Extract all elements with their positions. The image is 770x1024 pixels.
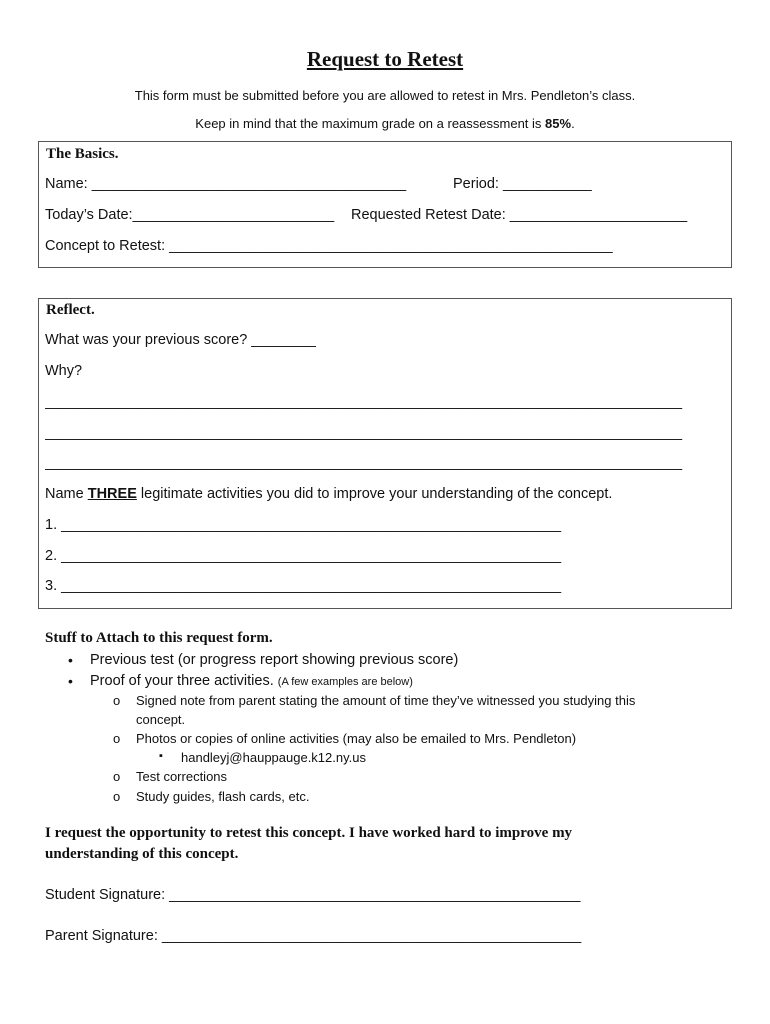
period-field[interactable]: Period: ___________ <box>453 176 592 192</box>
intro-line-1: This form must be submitted before you are allowed to retest in Mrs. Pendleton’s class. <box>134 88 636 103</box>
intro-line-2-text: Keep in mind that the maximum grade on a reassessment is <box>195 116 546 131</box>
reflect-heading: Reflect. <box>46 302 95 318</box>
example-test-corrections: Test corrections <box>136 769 228 784</box>
three-prefix: Name <box>45 486 88 502</box>
example-study-guides: Study guides, flash cards, etc. <box>136 789 310 804</box>
example-signed-note: Signed note from parent stating the amount of time they’ve witnessed you studying this <box>136 693 636 708</box>
todays-date-field[interactable]: Today’s Date:_________________________ <box>45 207 335 223</box>
why-label: Why? <box>45 363 83 379</box>
circle-bullet-icon: o <box>113 789 121 804</box>
activity-field-1[interactable]: 1. ______________________________________________________________ <box>45 517 562 533</box>
intro-line-2-period: . <box>571 116 575 131</box>
concept-field[interactable]: Concept to Retest: _______________________________________________________ <box>45 238 613 254</box>
bullet-icon: • <box>68 673 73 689</box>
attach-item-proof <box>90 673 413 689</box>
bullet-icon: • <box>68 652 73 668</box>
examples-note: (A few examples are below) <box>277 676 413 688</box>
why-line-3[interactable]: _______________________________________________________________________________ <box>45 455 683 471</box>
three-emphasis: THREE <box>87 486 137 502</box>
circle-bullet-icon: o <box>113 769 121 784</box>
intro-line-2 <box>0 116 770 131</box>
email-address[interactable]: handleyj@hauppauge.k12.ny.us <box>181 750 366 765</box>
circle-bullet-icon: o <box>113 693 121 708</box>
name-field[interactable]: Name: _______________________________________ <box>45 176 407 192</box>
three-suffix: legitimate activities you did to improve your understanding of the concept. <box>136 486 613 502</box>
why-line-1[interactable]: _______________________________________________________________________________ <box>45 394 683 410</box>
student-signature-field[interactable]: Student Signature: ___________________________________________________ <box>45 887 581 903</box>
basics-section <box>38 141 732 268</box>
previous-score-field[interactable]: What was your previous score? ________ <box>45 332 316 348</box>
basics-heading: The Basics. <box>46 146 119 162</box>
request-statement-line-2: understanding of this concept. <box>45 846 239 862</box>
example-photos: Photos or copies of online activities (may also be emailed to Mrs. Pendleton) <box>136 731 577 746</box>
max-grade: 85% <box>545 116 572 131</box>
requested-retest-date-field[interactable]: Requested Retest Date: ______________________ <box>351 207 688 223</box>
why-line-2[interactable]: _______________________________________________________________________________ <box>45 425 683 441</box>
parent-signature-field[interactable]: Parent Signature: ____________________________________________________ <box>45 928 582 944</box>
reflect-section <box>38 298 732 609</box>
three-activities-prompt <box>45 486 612 502</box>
page-title: Request to Retest <box>306 47 464 71</box>
attach-heading: Stuff to Attach to this request form. <box>45 630 273 646</box>
example-signed-note-cont: concept. <box>136 712 186 727</box>
activity-field-3[interactable]: 3. ______________________________________________________________ <box>45 578 562 594</box>
attach-item-proof-text: Proof of your three activities. <box>90 673 274 689</box>
circle-bullet-icon: o <box>113 731 121 746</box>
request-statement-line-1: I request the opportunity to retest this concept. I have worked hard to improve my <box>45 825 573 841</box>
square-bullet-icon: ▪ <box>159 750 163 762</box>
activity-field-2[interactable]: 2. ______________________________________________________________ <box>45 548 562 564</box>
attach-item-previous-test: Previous test (or progress report showing previous score) <box>90 652 459 668</box>
